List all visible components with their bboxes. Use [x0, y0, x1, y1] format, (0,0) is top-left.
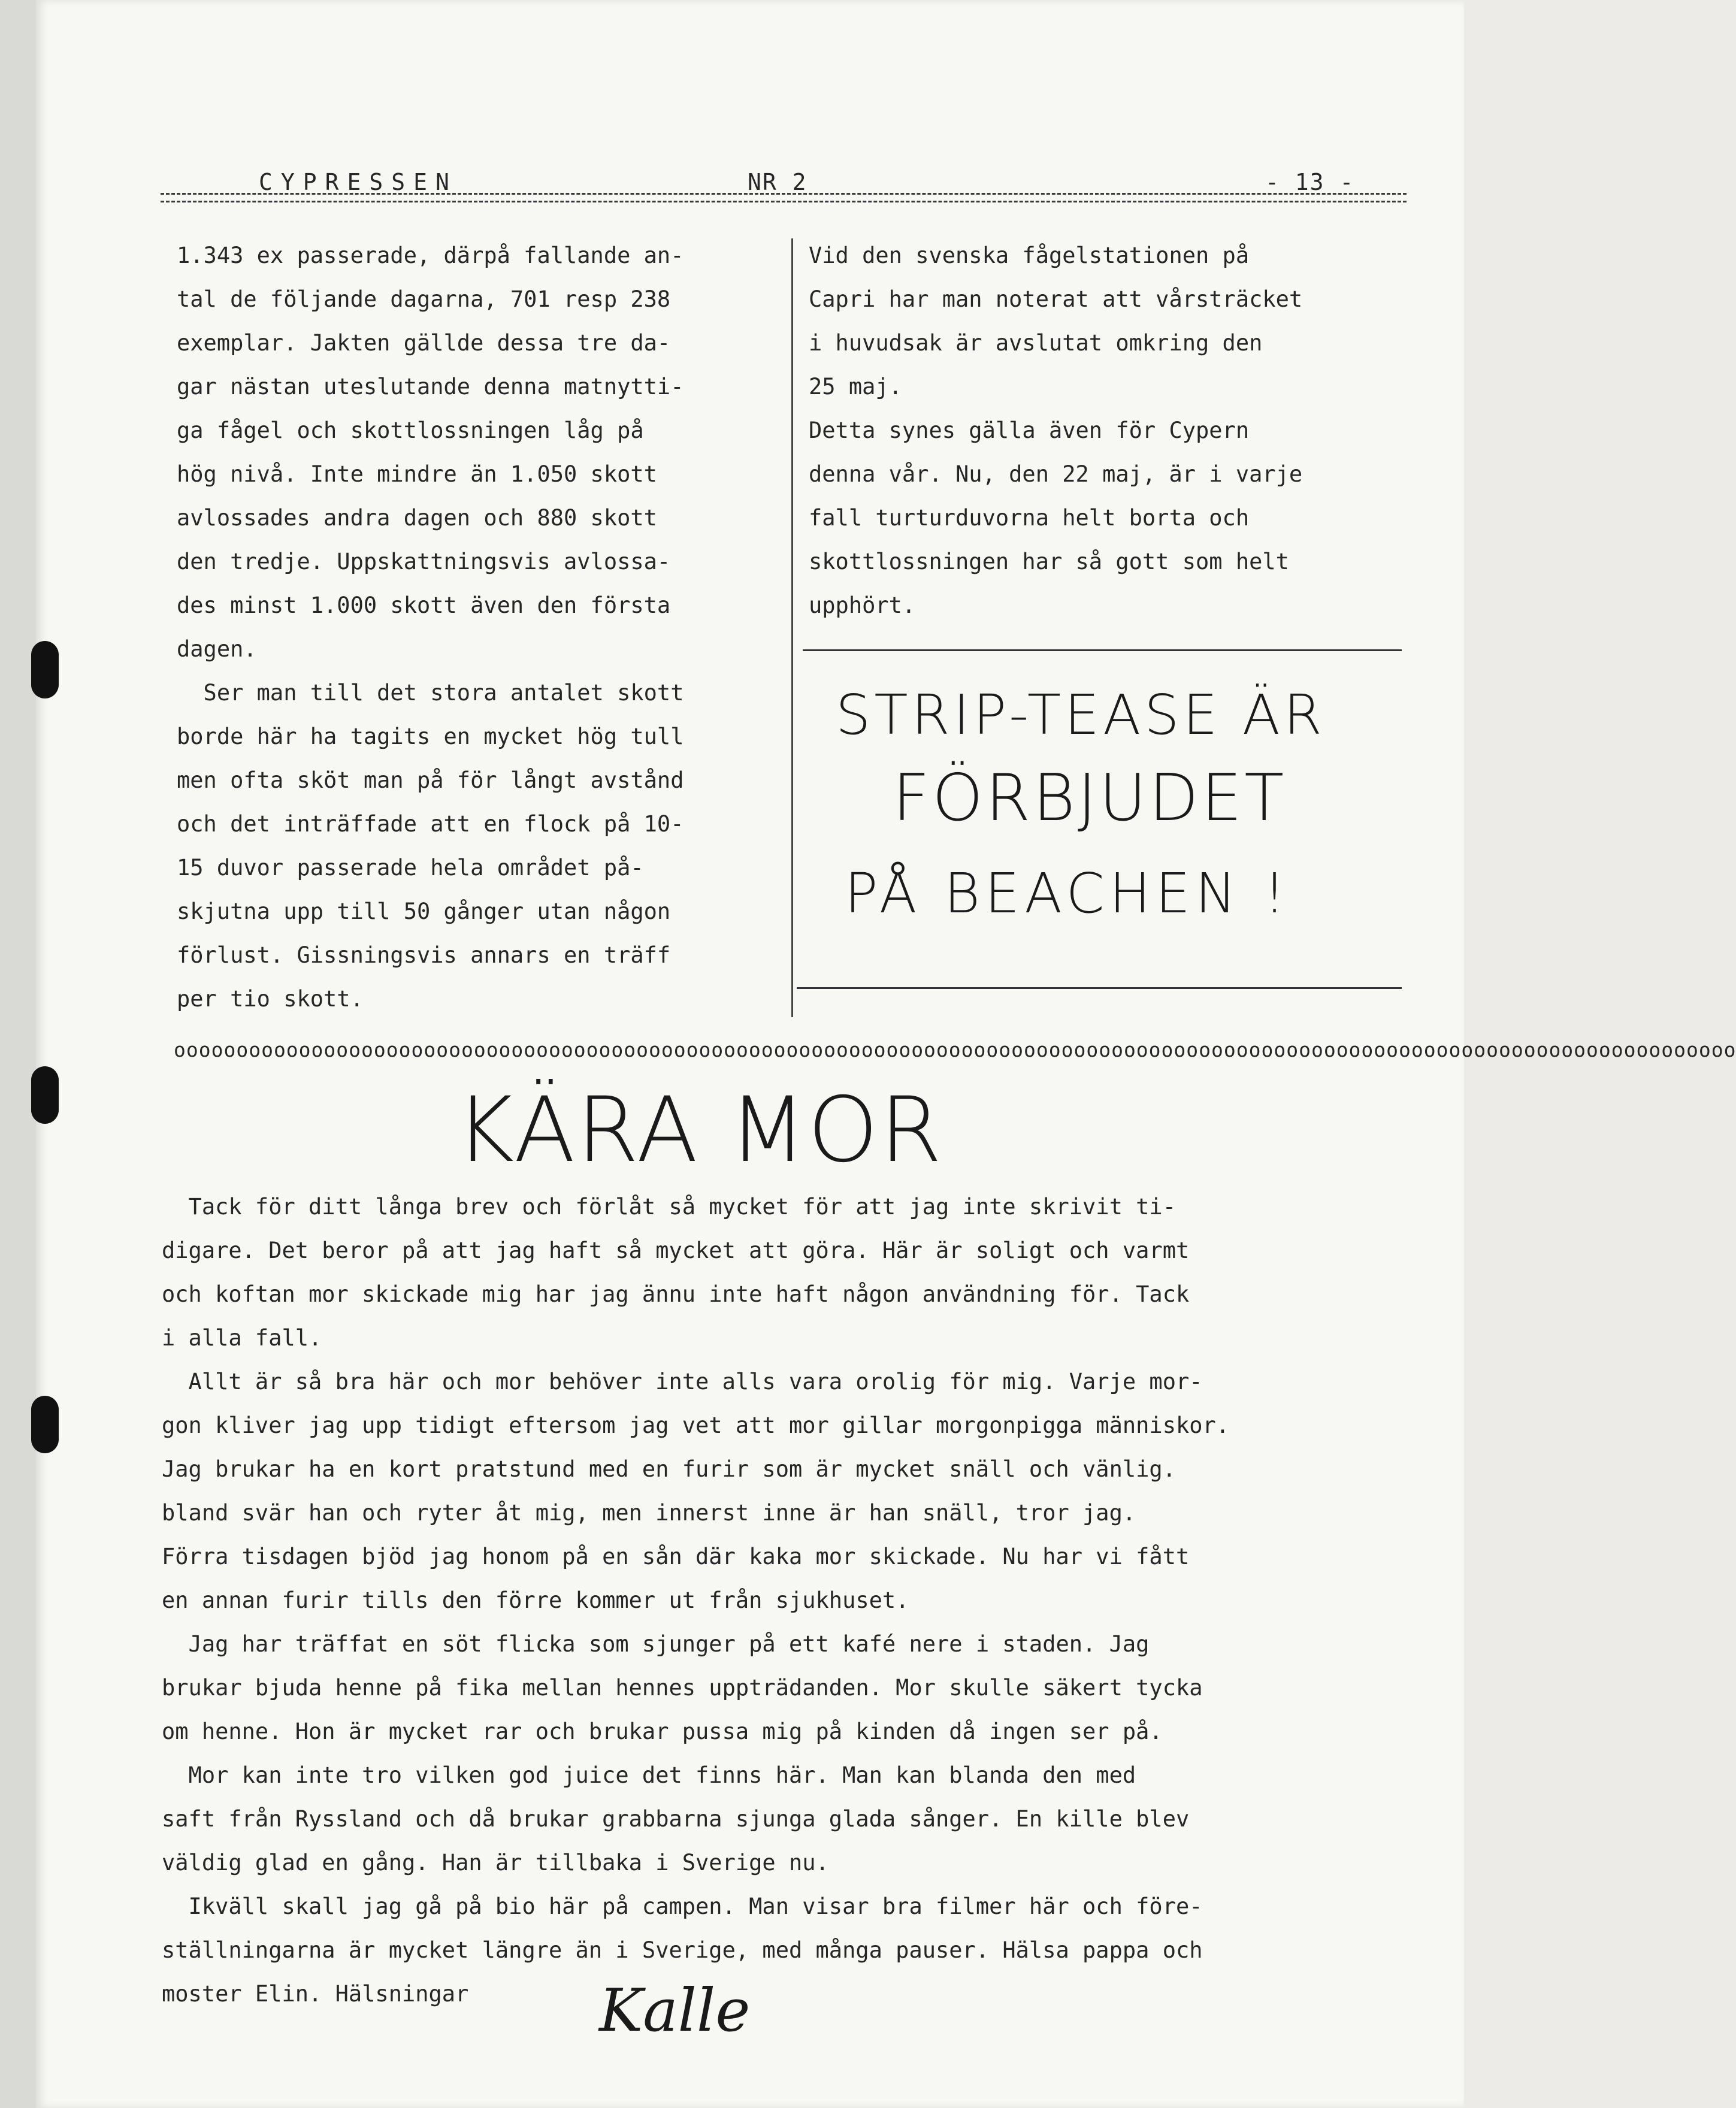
right-column-line: 25 maj. — [809, 374, 902, 400]
letter-line: i alla fall. — [162, 1325, 322, 1351]
notice-top-rule — [803, 649, 1402, 651]
notice-line-2: FÖRBJUDET — [893, 761, 1287, 836]
letter-line: Allt är så bra här och mor behöver inte alls vara orolig för mig. Varje mor- — [162, 1369, 1203, 1395]
letter-line: en annan furir tills den förre kommer ut från sjukhuset. — [162, 1587, 909, 1613]
letter-line: moster Elin. Hälsningar — [162, 1981, 469, 2007]
letter-line: om henne. Hon är mycket rar och brukar pussa mig på kinden då ingen ser på. — [162, 1719, 1163, 1744]
right-column-line: Capri har man noterat att vårsträcket — [809, 286, 1303, 312]
separator-line: ooooooooooooooooooooooooooooooooooooooooooooooooooooooooooooooooooooooooooooooooooooooooooooooooooooooooooooooooooooooooooooo — [174, 1038, 1736, 1061]
letter-line: ställningarna är mycket längre än i Sverige, med många pauser. Hälsa pappa och — [162, 1937, 1203, 1963]
left-column-line: per tio skott. — [177, 986, 364, 1012]
right-column — [809, 234, 1302, 627]
letter-line: Förra tisdagen bjöd jag honom på en sån där kaka mor skickade. Nu har vi fått — [162, 1544, 1190, 1569]
left-column-line: 1.343 ex passerade, därpå fallande an- — [177, 243, 684, 268]
left-column-line: men ofta sköt man på för långt avstånd — [177, 767, 684, 793]
left-column-line: 15 duvor passerade hela området på- — [177, 855, 644, 881]
left-column-line: avlossades andra dagen och 880 skott — [177, 505, 657, 531]
punch-hole — [31, 1066, 59, 1124]
left-column-line: och det inträffade att en flock på 10- — [177, 811, 684, 837]
header-title: CYPRESSEN — [259, 169, 458, 195]
right-column-line: Detta synes gälla även för Cypern — [809, 418, 1250, 443]
letter-line: väldig glad en gång. Han är tillbaka i Sverige nu. — [162, 1850, 829, 1876]
letter-line: saft från Ryssland och då brukar grabbarna sjunga glada sånger. En kille blev — [162, 1806, 1190, 1832]
left-column-line: skjutna upp till 50 gånger utan någon — [177, 899, 671, 924]
left-column-line: des minst 1.000 skott även den första — [177, 592, 671, 618]
left-column-line: Ser man till det stora antalet skott — [177, 680, 684, 706]
notice-line-3: PÅ BEACHEN ! — [845, 861, 1290, 926]
right-column-line: upphört. — [809, 592, 916, 618]
letter-line: Jag har träffat en söt flicka som sjunger på ett kafé nere i staden. Jag — [162, 1631, 1150, 1657]
letter-title: KÄRA MOR — [455, 1078, 943, 1182]
letter-line: Jag brukar ha en kort pratstund med en furir som är mycket snäll och vänlig. — [162, 1456, 1176, 1482]
left-column-line: förlust. Gissningsvis annars en träff — [177, 942, 671, 968]
notice-line-1: STRIP-TEASE ÄR — [836, 683, 1326, 747]
right-column-line: skottlossningen har så gott som helt — [809, 549, 1289, 574]
letter-line: och koftan mor skickade mig har jag ännu inte haft någon användning för. Tack — [162, 1281, 1190, 1307]
letter-line: digare. Det beror på att jag haft så mycket att göra. Här är soligt och varmt — [162, 1238, 1190, 1263]
left-column-line: den tredje. Uppskattningsvis avlossa- — [177, 549, 671, 574]
left-column-line: gar nästan uteslutande denna matnytti- — [177, 374, 684, 400]
left-column-line: dagen. — [177, 636, 257, 662]
notice-bottom-rule — [797, 987, 1402, 989]
left-column-line: ga fågel och skottlossningen låg på — [177, 418, 644, 443]
letter-line: brukar bjuda henne på fika mellan hennes uppträdanden. Mor skulle säkert tycka — [162, 1675, 1203, 1701]
right-column-line: denna vår. Nu, den 22 maj, är i varje — [809, 461, 1303, 487]
left-column-line: hög nivå. Inte mindre än 1.050 skott — [177, 461, 657, 487]
right-column-line: fall turturduvorna helt borta och — [809, 505, 1250, 531]
punch-hole — [31, 1396, 59, 1453]
left-column-line: borde här ha tagits en mycket hög tull — [177, 724, 684, 749]
column-divider — [791, 238, 793, 1017]
letter-line: gon kliver jag upp tidigt eftersom jag vet att mor gillar morgonpigga människor. — [162, 1413, 1230, 1438]
left-column-line: tal de följande dagarna, 701 resp 238 — [177, 286, 671, 312]
left-column-line: exemplar. Jakten gällde dessa tre da- — [177, 330, 671, 356]
right-column-line: Vid den svenska fågelstationen på — [809, 243, 1250, 268]
header-rule — [161, 193, 1407, 202]
letter-line: Mor kan inte tro vilken god juice det finns här. Man kan blanda den med — [162, 1762, 1136, 1788]
letter-line: Ikväll skall jag gå på bio här på campen. Man visar bra filmer här och före- — [162, 1894, 1203, 1919]
header-issue: NR 2 — [748, 169, 807, 195]
signature: Kalle — [599, 1977, 751, 2045]
page-edge — [0, 0, 36, 2108]
punch-hole — [31, 641, 59, 698]
letter-body — [162, 1185, 1229, 2016]
letter-line: bland svär han och ryter åt mig, men innerst inne är han snäll, tror jag. — [162, 1500, 1136, 1526]
header-page-number: - 13 - — [1265, 169, 1355, 195]
left-column — [177, 234, 683, 1021]
letter-line: Tack för ditt långa brev och förlåt så mycket för att jag inte skrivit ti- — [162, 1194, 1176, 1220]
right-column-line: i huvudsak är avslutat omkring den — [809, 330, 1263, 356]
